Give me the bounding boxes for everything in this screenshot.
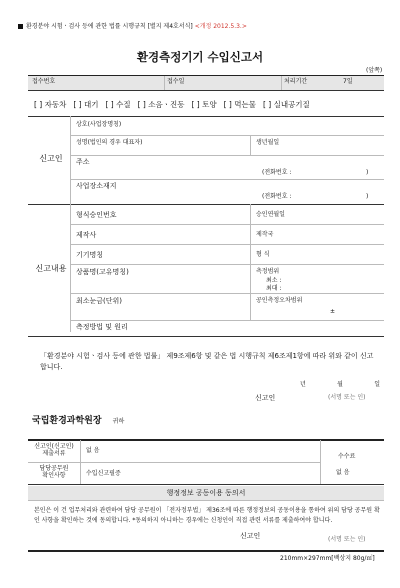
error-plus-minus: ± (330, 308, 336, 315)
law-reference (18, 24, 247, 31)
date-line (300, 382, 380, 389)
row-line (70, 264, 384, 265)
range-min-label: 최소 : (266, 277, 282, 284)
signature-note[interactable]: (서명 또는 인) (328, 394, 366, 401)
consent-signature-note[interactable]: (서명 또는 인) (328, 536, 366, 543)
business-phone-close: ) (366, 193, 369, 200)
applicant-documents-value: 없 음 (86, 447, 100, 454)
range-max-label: 최대 : (266, 285, 282, 292)
address-label: 주소 (76, 158, 90, 166)
paper-spec-footer: 210mm×297mm[백상지 80g/㎡] (280, 555, 375, 562)
table-top-border (28, 439, 384, 441)
row-line (28, 336, 384, 337)
consent-title: 행정정보 공동이용 동의서 (28, 486, 384, 500)
year-label: 년 (300, 381, 306, 388)
address-phone-close: ) (366, 169, 369, 176)
product-name-label: 상품명(고유명칭) (76, 268, 129, 276)
applicant-section-label: 신고인 (39, 154, 63, 163)
month-label: 월 (337, 381, 343, 388)
birth-date-label: 생년월일 (256, 139, 280, 146)
declaration-statement: 「환경분야 시험ㆍ검사 등에 관한 법률」 제9조제6항 및 같은 법 시행규칙 제6조제1항에 따라 위와 같이 신고합니다. (40, 352, 374, 371)
category-air-checkbox[interactable]: [ ] 대기 (73, 100, 99, 109)
consent-applicant-label: 신고인 (240, 532, 261, 540)
measurement-method-label: 측정방법 및 원리 (76, 323, 128, 331)
trade-name-label: 상호(사업장명칭) (76, 121, 122, 128)
processing-period-label: 처리기간 (284, 78, 308, 85)
category-automobile-checkbox[interactable]: [ ] 자동차 (34, 100, 67, 109)
divider (281, 76, 282, 90)
category-indoor-air-checkbox[interactable]: [ ] 실내공기질 (262, 100, 310, 109)
row-line (70, 293, 384, 294)
divider (164, 76, 165, 90)
row-line (70, 224, 384, 225)
addressee (32, 408, 124, 427)
address-phone-label: (전화번호 : (262, 169, 292, 176)
measurement-range-label: 측정범위 (256, 268, 280, 275)
divider (250, 204, 251, 320)
divider (70, 204, 71, 320)
category-drinking-water-checkbox[interactable]: [ ] 먹는물 (223, 100, 256, 109)
bottom-border (28, 550, 384, 552)
approval-date-label: 승인연월일 (256, 211, 285, 218)
row-line (70, 135, 384, 136)
divider (250, 135, 251, 155)
business-address-label: 사업장소재지 (76, 182, 117, 190)
staff-check-value: 수입신고필증 (86, 470, 121, 477)
business-phone-label: (전화번호 : (262, 193, 292, 200)
row-line (28, 484, 384, 485)
representative-name-label: 성명(법인의 경우 대표자) (76, 139, 143, 146)
receipt-row (28, 76, 384, 90)
row-line (28, 204, 384, 205)
manufacturer-label: 제작사 (76, 231, 97, 239)
manufacturing-country-label: 제작국 (256, 231, 274, 238)
report-section-label: 신고내용 (35, 264, 67, 273)
processing-days: 7일 (343, 78, 353, 85)
consent-body: 본인은 이 건 업무처리와 관련하여 담당 공무원이 「전자정부법」 제36조에 따른 행정정보의 공동이용을 통하여 위의 담당 공무원 확인 사항을 확인하는 것에 동의합니다. *동의하지 아니하는 경우에는 신청인이 직접 관련 서류를 제출하여야 합니다. (34, 507, 380, 525)
divider (70, 116, 71, 204)
row-line (28, 90, 384, 91)
category-checklist (34, 99, 384, 110)
staff-check-label: 담당공무원 확인사항 (39, 465, 69, 479)
divider (320, 440, 321, 484)
addressee-suffix: 귀하 (112, 418, 125, 425)
row-line (28, 462, 320, 463)
square-bullet-icon (18, 24, 23, 29)
device-name-label: 기기명칭 (76, 251, 104, 259)
fee-label: 수수료 (338, 453, 356, 460)
row-line (28, 116, 384, 117)
error-range-label: 공인측정오차범위 (256, 297, 303, 304)
row-line (28, 500, 384, 501)
row-line (70, 244, 384, 245)
revision-note: <개정 2012.5.3.> (194, 23, 247, 30)
row-line (70, 320, 384, 321)
applicant-documents-label: 신고인(신고인) 제출서류 (34, 443, 74, 457)
category-soil-checkbox[interactable]: [ ] 토양 (191, 100, 217, 109)
addressee-name: 국립환경과학원장 (32, 416, 102, 426)
law-ref-text: 환경분야 시험ㆍ검사 등에 관한 법률 시행규칙 [별지 제4호서식] (26, 23, 193, 30)
type-approval-number-label: 형식승인번호 (76, 211, 117, 219)
row-line (70, 179, 384, 180)
category-noise-checkbox[interactable]: [ ] 소음ㆍ진동 (137, 100, 185, 109)
category-water-checkbox[interactable]: [ ] 수질 (105, 100, 131, 109)
signature-applicant-label: 신고인 (255, 394, 276, 402)
divider (70, 320, 71, 332)
model-label: 형 식 (256, 251, 270, 258)
minimum-scale-label: 최소눈금(단위) (76, 297, 123, 305)
day-label: 일 (374, 381, 380, 388)
form-title: 환경측정기기 수입신고서 (136, 50, 264, 64)
receipt-date-label: 접수일 (167, 78, 185, 85)
row-line (70, 155, 384, 156)
fee-value: 없 음 (336, 469, 350, 476)
page-side-note: (앞쪽) (366, 67, 383, 74)
receipt-number-label: 접수번호 (32, 78, 56, 85)
